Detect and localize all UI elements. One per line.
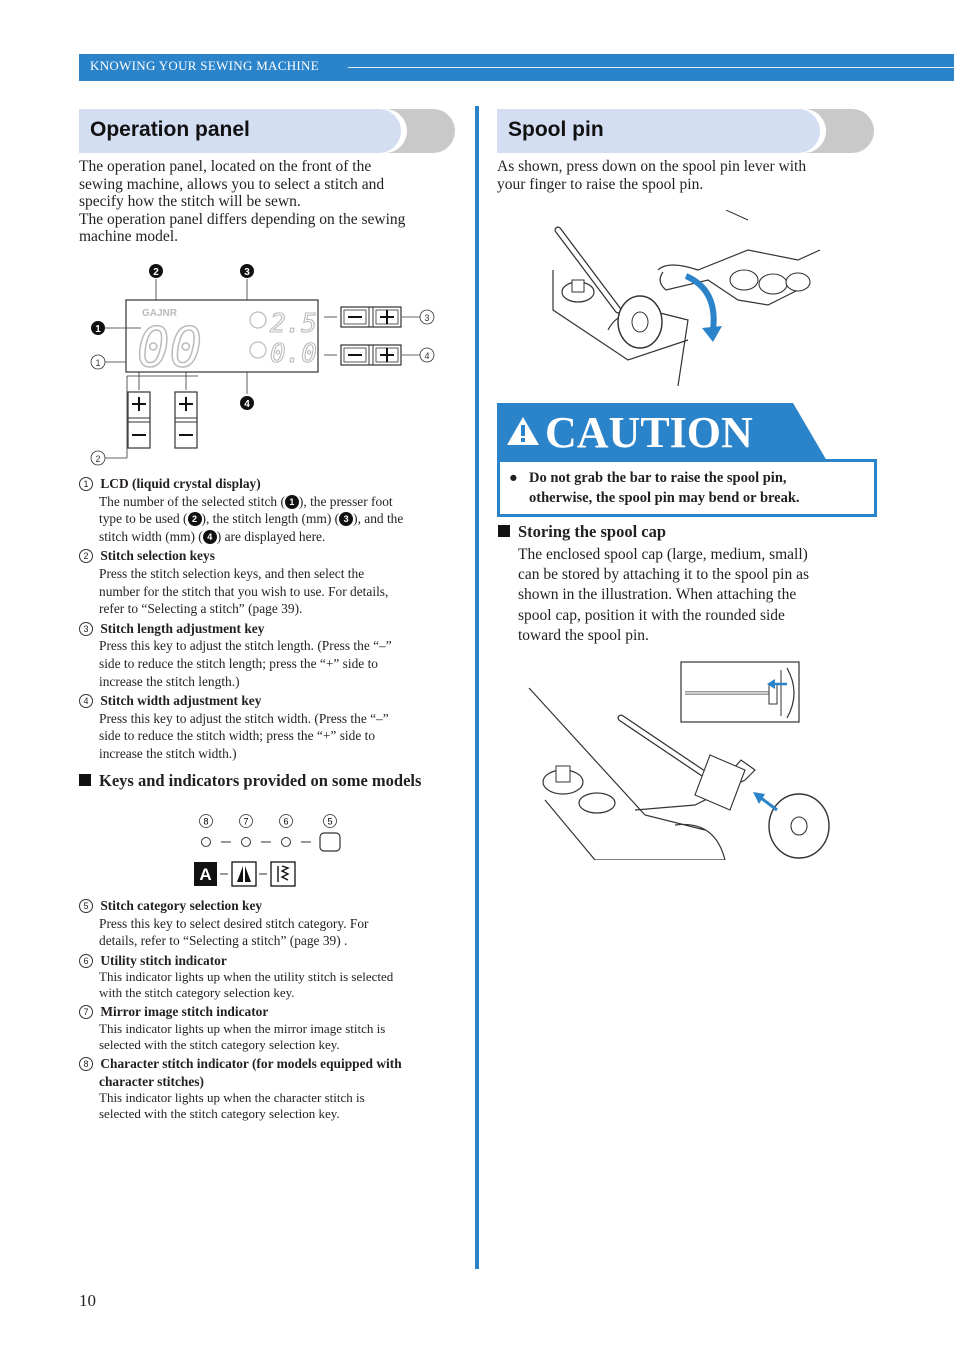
svg-text:1: 1 [95,324,101,335]
svg-text:3: 3 [244,267,250,278]
intro-line: machine model. [79,228,178,246]
stitch-selection-key-left[interactable] [128,392,150,448]
list-item: 8 Character stitch indicator (for models equipped with character stitches) This indicator lights up when the character stitch is selected with the stitch category selection key. [79,1055,464,1122]
page-number: 10 [79,1291,96,1310]
svg-text:4: 4 [244,399,250,410]
header-rule [348,67,954,68]
panel-items-list [79,475,464,763]
spool-pin-lever-illustration [548,210,820,386]
caution-text: ● Do not grab the bar to raise the spool pin, otherwise, the spool pin may bend or break. [509,470,800,506]
item-number: 4 [79,694,93,708]
lcd-label: GAJNR [142,308,178,319]
mirror-image-icon [232,862,256,886]
stitch-category-key[interactable] [320,833,340,851]
item-number: 1 [79,477,93,491]
list-item: 1 LCD (liquid crystal display) The number of the selected stitch ( 1 ), the presser foot type to be used ( 2 ), the stitch length (mm) ( 3 ), and the stitch width (mm) ( 4 ) are displayed here. [79,475,464,545]
list-item: 5 Stitch category selection key Press this key to select desired stitch category. For details, refer to “Selecting a stitch” (page 39) . [79,897,464,950]
lcd-width-digits: 0.0 [270,339,317,369]
stitch-selection-key-right[interactable] [175,392,197,448]
spool-pin-intro: As shown, press down on the spool pin lever with your finger to raise the spool pin. [497,158,807,193]
mirror-stitch-indicator [242,838,251,847]
svg-text:A: A [199,865,212,884]
operation-panel-heading [79,109,455,153]
operation-panel-title: Operation panel [90,118,250,141]
intro-line: The operation panel differs depending on the sewing [79,210,406,228]
item-title: LCD (liquid crystal display) [100,476,261,491]
storing-spool-cap-heading: Storing the spool cap [498,522,666,542]
svg-text:8: 8 [203,816,209,827]
svg-text:6: 6 [283,816,289,827]
item-title: Stitch selection keys [100,548,215,564]
stitch-width-key[interactable] [341,345,401,365]
svg-text:7: 7 [243,816,249,827]
svg-text:4: 4 [424,351,430,361]
caution-title: CAUTION [545,408,753,457]
column-divider [475,106,479,1269]
intro-line: specify how the stitch will be sewn. [79,193,301,211]
item-title: Stitch length adjustment key [100,620,265,636]
svg-text:2: 2 [153,267,159,278]
list-item: 7 Mirror image stitch indicator This indicator lights up when the mirror image stitch is selected with the stitch category selection key. [79,1003,464,1053]
lcd-main-digits: 00 [137,316,203,379]
spool-pin-title: Spool pin [508,118,604,141]
stitch-length-key[interactable] [341,307,401,327]
svg-text:5: 5 [327,816,333,827]
caution-banner [497,403,827,461]
item-number: 3 [79,622,93,636]
operation-panel-intro [79,158,459,246]
indicator-items-list [79,897,464,1122]
spool-pin-heading [497,109,874,153]
lcd-length-digits: 2.5 [270,309,317,339]
list-item: 2 Stitch selection keys Press the stitch selection keys, and then select the number for the stitch that you wish to use. For details, refer to “Selecting a stitch” (page 39). [79,547,464,617]
intro-line: The operation panel, located on the front of the [79,158,372,175]
character-stitch-indicator [202,838,211,847]
intro-line: sewing machine, allows you to select a stitch and [79,175,385,193]
list-item: 4 Stitch width adjustment key Press this key to adjust the stitch width. (Press the “–” side to reduce the stitch width; press the “+” side to increase the stitch width.) [79,692,464,762]
spool-cap-storage-illustration [525,660,835,860]
utility-stitch-indicator [282,838,291,847]
indicators-diagram [190,810,350,892]
item-title: Stitch width adjustment key [100,693,262,709]
keys-indicators-heading: Keys and indicators provided on some models [79,771,421,791]
svg-text:2: 2 [95,454,101,464]
svg-text:3: 3 [424,313,430,323]
list-item: 6 Utility stitch indicator This indicator lights up when the utility stitch is selected with the stitch category selection key. [79,952,464,1002]
list-item: 3 Stitch length adjustment key Press this key to adjust the stitch length. (Press the “–” side to reduce the stitch length; press the “+” side to increase the stitch length.) [79,620,464,690]
operation-panel-diagram [85,258,445,470]
svg-text:1: 1 [95,358,101,368]
storing-spool-cap-text: The enclosed spool cap (large, medium, small) can be stored by attaching it to the spool pin as shown in the illustration. When attaching the spool cap, position it with the rounded side toward the spool pin. [518,546,809,644]
header-title: KNOWING YOUR SEWING MACHINE [90,58,319,73]
item-number: 2 [79,549,93,563]
